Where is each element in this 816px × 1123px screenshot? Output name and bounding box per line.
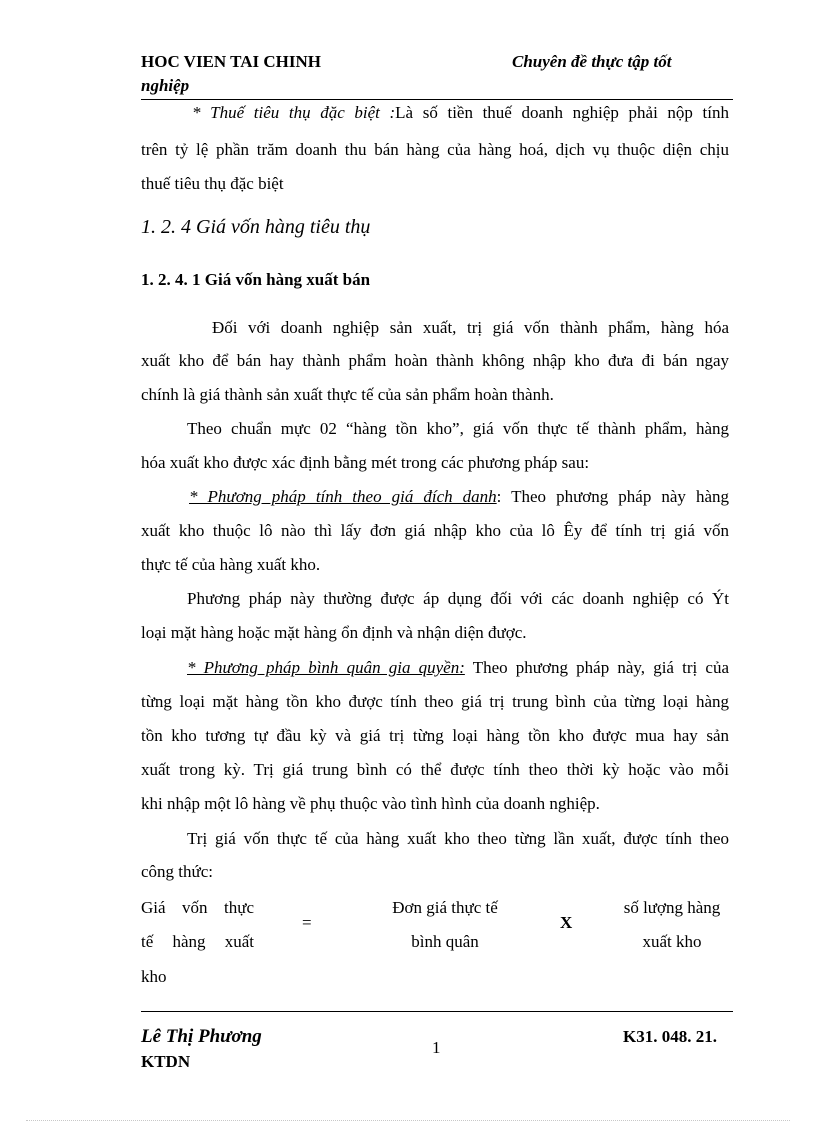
header-report-title: Chuyên đề thực tập tốt xyxy=(512,52,672,71)
method1-line-1 xyxy=(189,487,729,507)
method2-label: * Phương pháp bình quân gia quyền: xyxy=(187,658,465,677)
formula-lhs-line-1: Giá vốn thực xyxy=(141,898,254,917)
formula-multiply: X xyxy=(560,913,573,932)
header-divider xyxy=(141,99,733,100)
method2-line-5: khi nhập một lô hàng về phụ thuộc vào tình hình của doanh nghiệp. xyxy=(141,794,600,813)
method2-line-2: từng loại mặt hàng tồn kho được tính theo giá trị trung bình của từng loại hàng xyxy=(141,692,729,711)
section-heading: 1. 2. 4 Giá vốn hàng tiêu thụ xyxy=(141,216,371,238)
footer-unit: KTDN xyxy=(141,1052,191,1071)
para2-line-2: hóa xuất kho được xác định bằng mét trong các phương pháp sau: xyxy=(141,453,590,472)
formula-lhs-line-2: tế hàng xuất xyxy=(141,932,254,951)
para3-line-2: loại mặt hàng hoặc mặt hàng ổn định và nhận diện được. xyxy=(141,623,527,642)
para4-line-2: công thức: xyxy=(141,862,214,881)
page-edge-guide xyxy=(26,1120,790,1121)
method1-line-3: thực tế của hàng xuất kho. xyxy=(141,555,321,574)
page-number: 1 xyxy=(432,1038,441,1057)
footer-student-code: K31. 048. 21. xyxy=(623,1027,717,1046)
para1-line-3: chính là giá thành sản xuất thực tế của sản phẩm hoàn thành. xyxy=(141,385,554,404)
formula-equals: = xyxy=(302,913,312,932)
para4-line-1: Trị giá vốn thực tế của hàng xuất kho theo từng lần xuất, được tính theo xyxy=(187,829,729,848)
footer-author: Lê Thị Phương xyxy=(141,1026,262,1047)
formula-term2-line-2: xuất kho xyxy=(642,932,702,951)
para1-line-1: Đối với doanh nghiệp sản xuất, trị giá vốn thành phẩm, hàng hóa xyxy=(212,318,729,337)
method2-line-1 xyxy=(187,658,729,678)
para2-line-1: Theo chuẩn mực 02 “hàng tồn kho”, giá vốn thực tế thành phẩm, hàng xyxy=(187,419,729,438)
header-report-title-continued: nghiệp xyxy=(141,76,190,95)
intro-line-3: thuế tiêu thụ đặc biệt xyxy=(141,174,284,193)
formula-term1-line-2: bình quân xyxy=(411,932,479,951)
method1-label: * Phương pháp tính theo giá đích danh xyxy=(189,487,497,506)
formula-lhs-line-3: kho xyxy=(141,967,167,986)
header-institution: HOC VIEN TAI CHINH xyxy=(141,52,321,71)
footer-divider xyxy=(141,1011,733,1012)
method2-line-4: xuất trong kỳ. Trị giá trung bình có thể được tính theo thời kỳ hoặc vào mỗi xyxy=(141,760,729,779)
para3-line-1: Phương pháp này thường được áp dụng đối với các doanh nghiệp có Ýt xyxy=(187,589,729,608)
formula-term1-line-1: Đơn giá thực tế xyxy=(392,898,498,917)
intro-term: * Thuế tiêu thụ đặc biệt : xyxy=(192,103,396,122)
intro-line-1-text: Là số tiền thuế doanh nghiệp phải nộp tính xyxy=(395,103,729,122)
formula-term2-line-1: số lượng hàng xyxy=(623,898,721,917)
intro-line-2: trên tỷ lệ phần trăm doanh thu bán hàng của hàng hoá, dịch vụ thuộc diện chịu xyxy=(141,140,729,159)
method1-line-1-text: : Theo phương pháp này hàng xyxy=(496,487,729,506)
method1-line-2: xuất kho thuộc lô nào thì lấy đơn giá nhập kho của lô Êy để tính trị giá vốn xyxy=(141,521,729,540)
intro-line-1 xyxy=(192,103,729,123)
para1-line-2: xuất kho để bán hay thành phẩm hoàn thành không nhập kho đưa đi bán ngay xyxy=(141,351,729,370)
subsection-heading: 1. 2. 4. 1 Giá vốn hàng xuất bán xyxy=(141,270,371,289)
method2-line-1-text: Theo phương pháp này, giá trị của xyxy=(472,658,729,677)
method2-line-3: tồn kho tương tự đầu kỳ và giá trị từng loại hàng tồn kho được mua hay sản xyxy=(141,726,729,745)
